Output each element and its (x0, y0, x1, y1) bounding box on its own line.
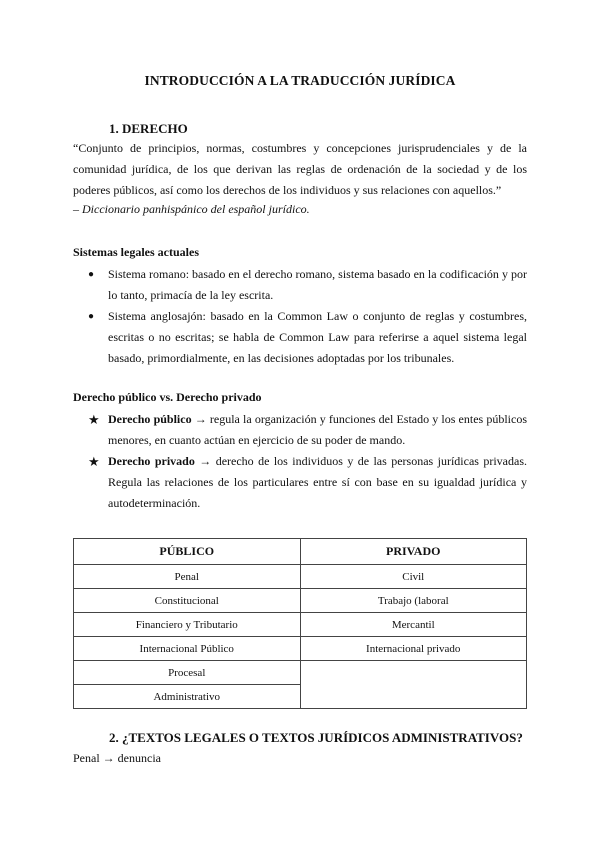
column-header-privado: PRIVADO (300, 539, 527, 565)
definition-quote: “Conjunto de principios, normas, costumbres y concepciones jurisprudenciales y de la comunidad jurídica, de los que derivan las reglas de ordenación de la sociedad y de los poderes públicos, así como los derechos de los individuos y sus relaciones con aquellos.” (73, 141, 527, 197)
column-header-publico: PÚBLICO (74, 539, 301, 565)
term-definition: derecho de los individuos y de las personas jurídicas privadas. Regula las relaciones de los particulares entre sí con base en su igualdad jurídica y autodeterminación. (108, 454, 528, 510)
section-heading-derecho: 1. DERECHO (109, 121, 188, 136)
list-item (73, 264, 527, 306)
list-item (73, 306, 527, 369)
bullet-icon: ● (88, 269, 95, 280)
table-row (74, 565, 527, 589)
star-icon: ★ (88, 454, 100, 469)
table-cell: Internacional privado (300, 637, 527, 661)
table-cell: Internacional Público (74, 637, 301, 661)
table-cell: Trabajo (laboral (300, 589, 527, 613)
quote-source: – Diccionario panhispánico del español jurídico. (73, 202, 310, 216)
star-icon: ★ (88, 412, 100, 427)
subheading-sistemas: Sistemas legales actuales (73, 245, 199, 259)
section-heading-textos: 2. ¿TEXTOS LEGALES O TEXTOS JURÍDICOS ADMINISTRATIVOS? (109, 730, 523, 745)
table-row (74, 637, 527, 661)
list-item-text: Sistema anglosajón: basado en la Common Law o conjunto de reglas y costumbres, escritas o no escritas; se habla de Common Law para referirse a aquel sistema legal basado, primordialmente, en las decisiones adoptadas por los tribunales. (108, 309, 527, 365)
sistemas-list (73, 264, 527, 369)
bullet-icon: ● (88, 311, 95, 322)
arrow-icon: → (194, 454, 216, 468)
term-label: Derecho público (108, 412, 192, 426)
table-cell: Financiero y Tributario (74, 613, 301, 637)
table-row (74, 589, 527, 613)
subheading-publico-privado: Derecho público vs. Derecho privado (73, 390, 262, 404)
table-header-row (74, 539, 527, 565)
penal-line: Penal → denuncia (73, 751, 161, 765)
term-label: Derecho privado (108, 454, 195, 468)
table-cell: Administrativo (74, 685, 301, 709)
list-item-text: Sistema romano: basado en el derecho romano, sistema basado en la codificación y por lo tanto, primacía de la ley escrita. (108, 267, 527, 302)
table-row (74, 661, 527, 685)
table-row (74, 613, 527, 637)
document-title: INTRODUCCIÓN A LA TRADUCCIÓN JURÍDICA (144, 73, 456, 88)
table-cell: Penal (74, 565, 301, 589)
list-item (73, 409, 527, 451)
table-cell: Procesal (74, 661, 301, 685)
arrow-icon: → (191, 412, 210, 426)
table-cell-empty (300, 661, 527, 709)
derecho-list (73, 409, 527, 514)
table-cell: Civil (300, 565, 527, 589)
table-cell: Constitucional (74, 589, 301, 613)
term-definition: regula la organización y funciones del Estado y los entes públicos menores, en cuanto actúan en ejercicio de su poder de mando. (108, 412, 528, 447)
law-branches-table (73, 538, 527, 709)
list-item (73, 451, 527, 514)
table-cell: Mercantil (300, 613, 527, 637)
